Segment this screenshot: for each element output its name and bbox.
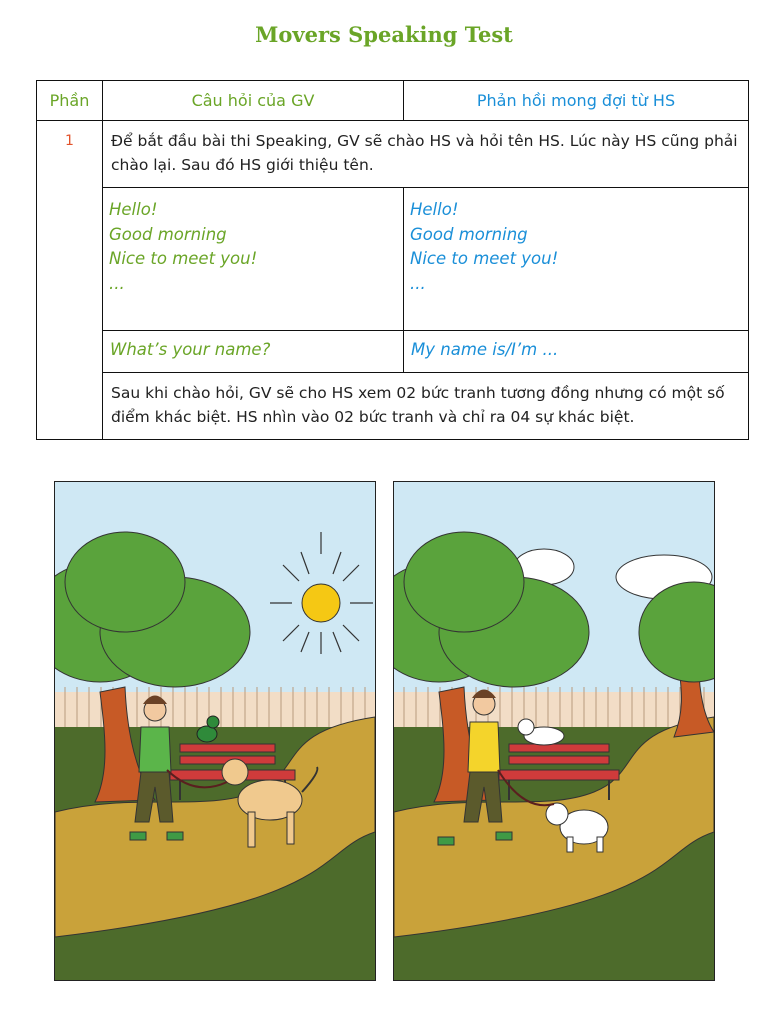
student-greeting-line: Nice to meet you! bbox=[410, 249, 559, 268]
teacher-greeting-line: Good morning bbox=[109, 224, 227, 244]
header-student-answer: Phản hồi mong đợi từ HS bbox=[404, 81, 749, 121]
teacher-greeting-line: Nice to meet you! bbox=[109, 249, 258, 268]
name-question: What’s your name? bbox=[103, 331, 404, 373]
name-answer: My name is/I’m ... bbox=[404, 331, 749, 373]
teacher-greetings bbox=[103, 188, 404, 331]
student-greetings bbox=[404, 188, 749, 331]
speaking-test-table bbox=[36, 80, 749, 440]
intro-text: Để bắt đầu bài thi Speaking, GV sẽ chào HS và hỏi tên HS. Lúc này HS cũng phải chào lại. Sau đó HS giới thiệu tên. bbox=[103, 121, 749, 188]
teacher-greeting-line: Hello! bbox=[109, 200, 158, 219]
park-picture-1 bbox=[54, 481, 376, 981]
header-teacher-question: Câu hỏi của GV bbox=[103, 81, 404, 121]
student-greeting-line: ... bbox=[410, 273, 426, 293]
part-number: 1 bbox=[37, 121, 103, 440]
student-greeting-line: Hello! bbox=[410, 200, 459, 219]
instructions-text: Sau khi chào hỏi, GV sẽ cho HS xem 02 bức tranh tương đồng nhưng có một số điểm khác biệt. HS nhìn vào 02 bức tranh và chỉ ra 04 sự khác biệt. bbox=[103, 373, 749, 440]
table-header-row bbox=[37, 81, 749, 121]
teacher-greeting-line: ... bbox=[109, 273, 125, 293]
student-greeting-line: Good morning bbox=[410, 224, 528, 244]
park-picture-2 bbox=[393, 481, 715, 981]
header-part: Phần bbox=[37, 81, 103, 121]
page-title: Movers Speaking Test bbox=[255, 22, 513, 47]
